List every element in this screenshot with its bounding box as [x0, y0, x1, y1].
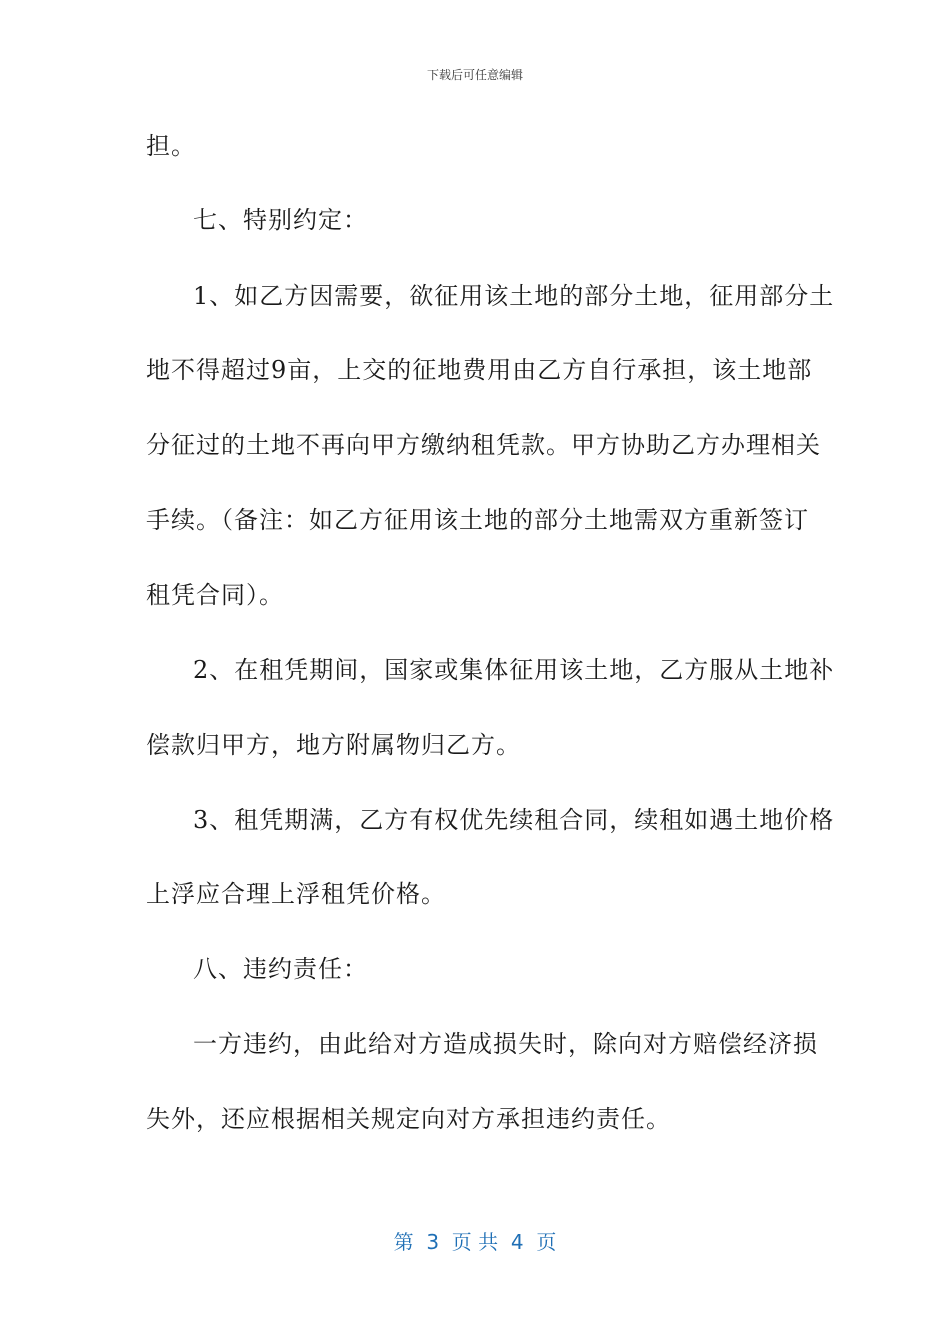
body-line: 失外，还应根据相关规定向对方承担违约责任。: [146, 1105, 671, 1133]
body-line: 1、如乙方因需要，欲征用该土地的部分土地，征用部分土: [193, 282, 835, 310]
body-line: 分征过的土地不再向甲方缴纳租凭款。甲方协助乙方办理相关: [146, 431, 821, 459]
body-line: 手续。（备注：如乙方征用该土地的部分土地需双方重新签订: [146, 506, 809, 534]
section-heading: 七、特别约定：: [193, 206, 368, 234]
page-number-footer: 第 3 页 共 4 页: [393, 1230, 557, 1254]
section-heading: 八、违约责任：: [193, 955, 368, 983]
body-line: 偿款归甲方，地方附属物归乙方。: [146, 731, 521, 759]
body-line: 上浮应合理上浮租凭价格。: [146, 880, 446, 908]
body-line: 2、在租凭期间，国家或集体征用该土地，乙方服从土地补: [193, 656, 835, 684]
body-line: 一方违约，由此给对方造成损失时，除向对方赔偿经济损: [193, 1030, 818, 1058]
page-header: 下载后可任意编辑: [426, 68, 523, 82]
body-line: 地不得超过9亩，上交的征地费用由乙方自行承担，该土地部: [146, 356, 813, 384]
body-line: 租凭合同）。: [146, 581, 284, 609]
body-line: 担。: [146, 132, 196, 160]
body-line: 3、租凭期满，乙方有权优先续租合同，续租如遇土地价格: [193, 806, 835, 834]
